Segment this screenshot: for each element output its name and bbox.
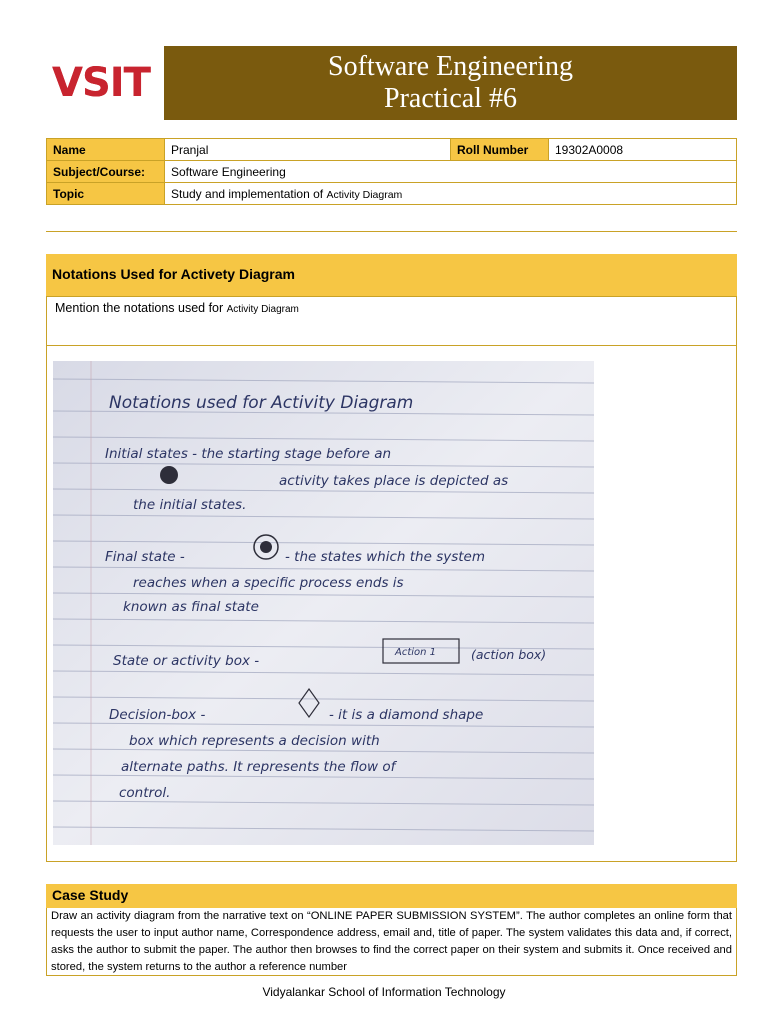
final-state-core [260,541,272,553]
hw-state-note: (action box) [471,647,547,662]
hw-decision-4: control. [119,785,171,801]
mention-divider [47,345,736,346]
document-title [164,46,737,120]
title-line-1: Software Engineering [328,51,573,82]
mention-prefix: Mention the notations used for [55,301,227,315]
name-value: Pranjal [165,139,451,161]
section-divider [46,231,737,232]
notations-section [46,296,737,862]
handwritten-notes-photo [53,361,594,845]
case-study-heading: Case Study [46,884,737,908]
topic-prefix: Study and implementation of [171,186,327,201]
hw-final-2: reaches when a specific process ends is [133,575,404,591]
roll-number-label: Roll Number [451,139,549,161]
mention-instruction [55,301,299,315]
mention-subject: Activity Diagram [226,304,299,315]
hw-initial-1: Initial states - the starting stage before an [105,446,392,462]
initial-state-symbol [160,466,178,484]
student-info-table [46,138,737,205]
hw-decision-1b: - it is a diamond shape [329,707,484,723]
hw-final-1b: - the states which the system [285,549,486,565]
hw-title: Notations used for Activity Diagram [109,393,414,413]
title-line-2: Practical #6 [384,83,517,114]
hw-decision-2: box which represents a decision with [129,733,380,749]
footer-institution: Vidyalankar School of Information Technology [262,985,506,999]
hw-state-1: State or activity box - [113,653,260,669]
table-row [47,139,737,161]
case-study-text: Draw an activity diagram from the narrative text on “ONLINE PAPER SUBMISSION SYSTEM”. The author completes an online form that requests the user to input author name, Correspondence address, email and, title of paper. The system validates this data and, if correct, asks the author to submit the paper. The author then browses to find the correct paper on their system and submits it. Once received and stored, the system returns to the author a reference number [46,908,737,976]
hw-final-3: known as final state [123,599,259,615]
hw-decision-3: alternate paths. It represents the flow of [121,759,396,775]
topic-label: Topic [47,183,165,205]
hw-initial-3: the initial states. [133,497,247,513]
topic-value [165,183,737,205]
name-label: Name [47,139,165,161]
hw-final-1a: Final state - [105,549,185,565]
notations-heading: Notations Used for Activety Diagram [46,254,737,296]
table-row [47,161,737,183]
hw-decision-1a: Decision-box - [109,707,206,723]
subject-value: Software Engineering [165,161,737,183]
table-row [47,183,737,205]
subject-label: Subject/Course: [47,161,165,183]
topic-subject: Activity Diagram [326,188,403,201]
roll-number-value: 19302A0008 [549,139,737,161]
hw-initial-2: activity takes place is depicted as [279,473,509,489]
hw-state-box: Action 1 [395,647,437,658]
vsit-logo: VSIT [52,60,150,106]
